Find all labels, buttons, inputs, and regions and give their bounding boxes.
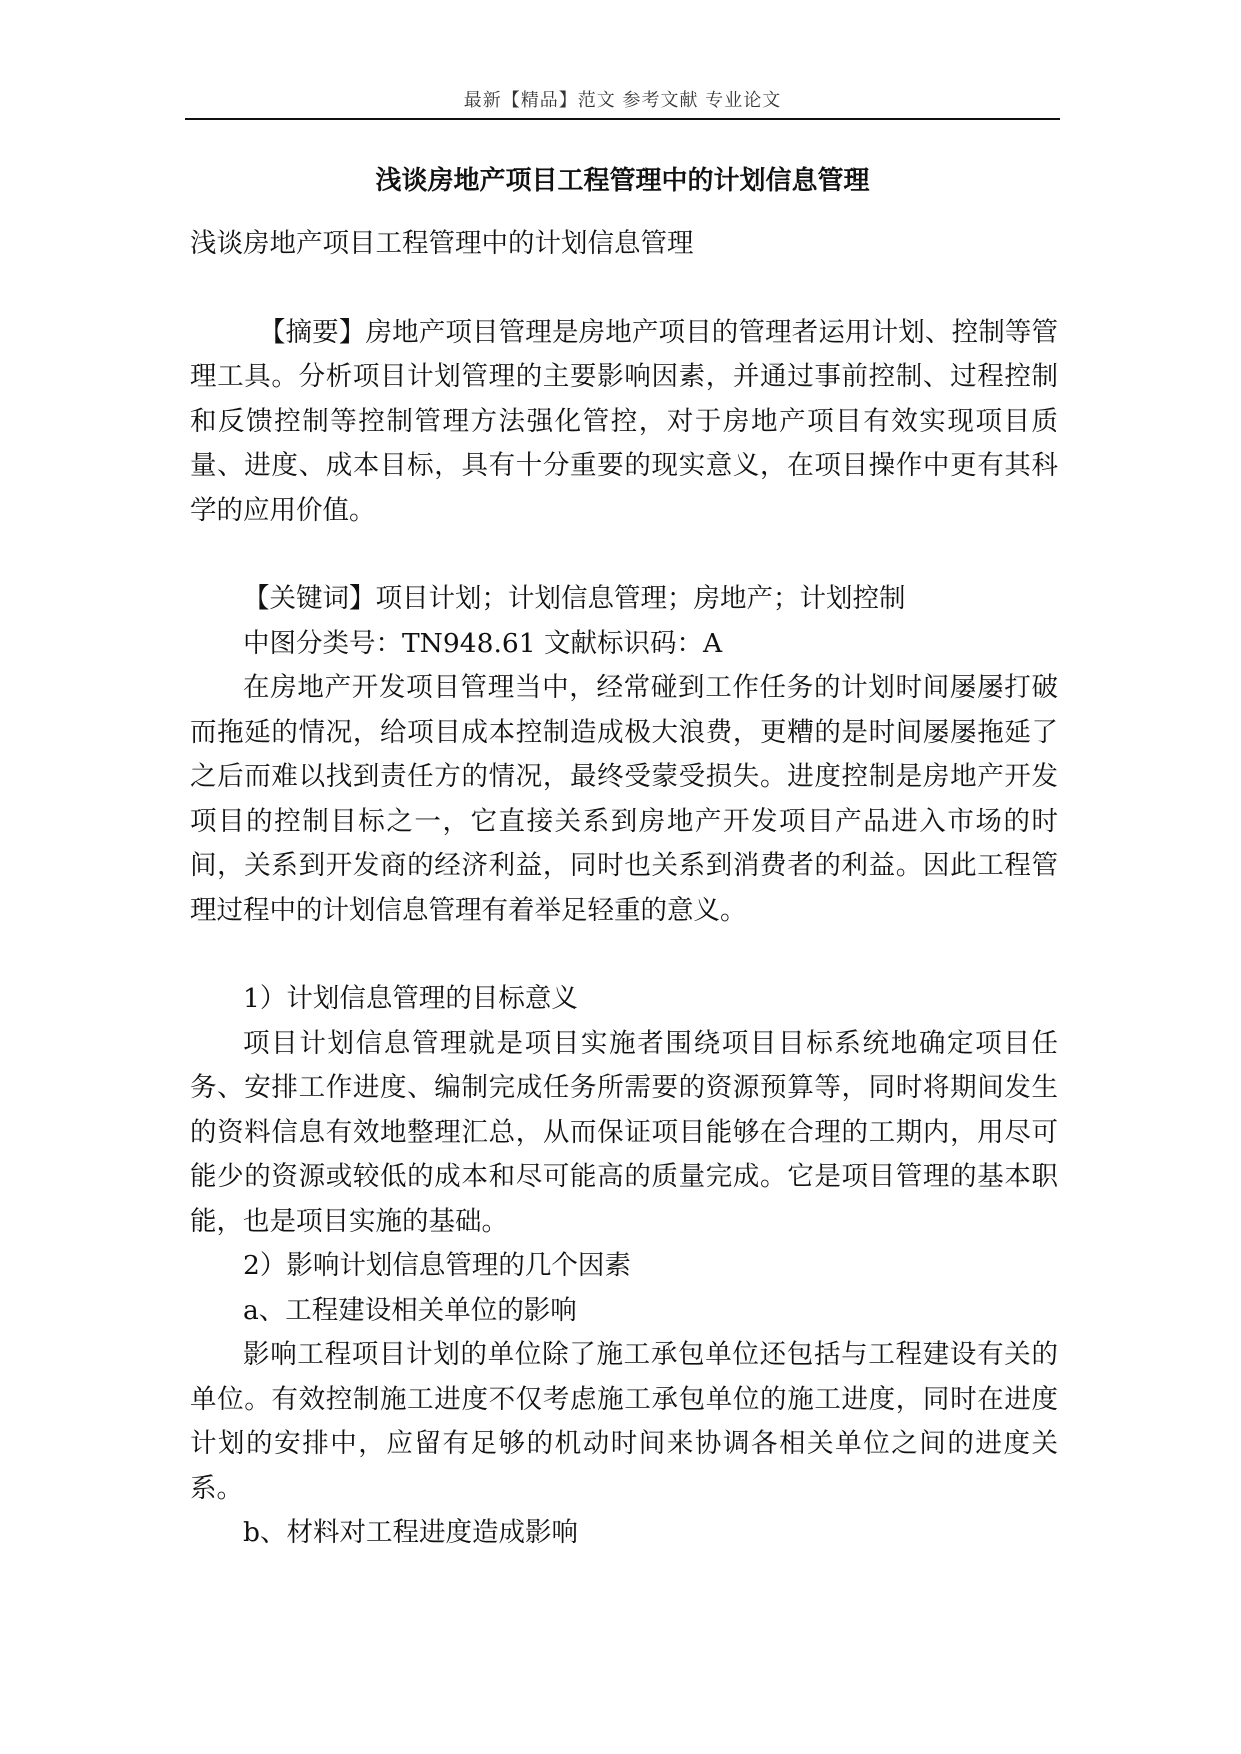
classification-line: 中图分类号：TN948.61 文献标识码：A [243, 627, 723, 659]
header-text: 最新【精品】范文 参考文献 专业论文 [463, 90, 782, 111]
section2-heading: 2）影响计划信息管理的几个因素 [243, 1250, 631, 1281]
page-header [185, 84, 1060, 120]
document-subtitle: 浅谈房地产项目工程管理中的计划信息管理 [190, 228, 694, 259]
section1-paragraph: 项目计划信息管理就是项目实施者围绕项目目标系统地确定项目任务、安排工作进度、编制完成任务所需要的资源预算等，同时将期间发生的资料信息有效地整理汇总，从而保证项目能够在合理的工期内，用尽可能少的资源或较低的成本和尽可能高的质量完成。它是项目管理的基本职能，也是项目实施的基础。 [190, 1027, 1058, 1237]
section1-heading: 1）计划信息管理的目标意义 [243, 983, 578, 1014]
keywords-line: 【关键词】项目计划；计划信息管理；房地产；计划控制 [243, 583, 906, 614]
subsection-a-heading: a、工程建设相关单位的影响 [243, 1294, 577, 1326]
document-title: 浅谈房地产项目工程管理中的计划信息管理 [375, 166, 870, 196]
intro-paragraph: 在房地产开发项目管理当中，经常碰到工作任务的计划时间屡屡打破而拖延的情况，给项目成本控制造成极大浪费，更糟的是时间屡屡拖延了之后而难以找到责任方的情况，最终受蒙受损失。进度控制是房地产开发项目的控制目标之一，它直接关系到房地产开发项目产品进入市场的时间，关系到开发商的经济利益，同时也关系到消费者的利益。因此工程管理过程中的计划信息管理有着举足轻重的意义。 [190, 672, 1058, 926]
abstract-paragraph: 【摘要】房地产项目管理是房地产项目的管理者运用计划、控制等管理工具。分析项目计划管理的主要影响因素，并通过事前控制、过程控制和反馈控制等控制管理方法强化管控，对于房地产项目有效实现项目质量、进度、成本目标，具有十分重要的现实意义，在项目操作中更有其科学的应用价值。 [190, 316, 1058, 526]
subsection-b-heading: b、材料对工程进度造成影响 [243, 1517, 578, 1548]
document-body [190, 222, 1058, 1556]
subsection-a-paragraph: 影响工程项目计划的单位除了施工承包单位还包括与工程建设有关的单位。有效控制施工进度不仅考虑施工承包单位的施工进度，同时在进度计划的安排中，应留有足够的机动时间来协调各相关单位之间的进度关系。 [190, 1339, 1058, 1504]
